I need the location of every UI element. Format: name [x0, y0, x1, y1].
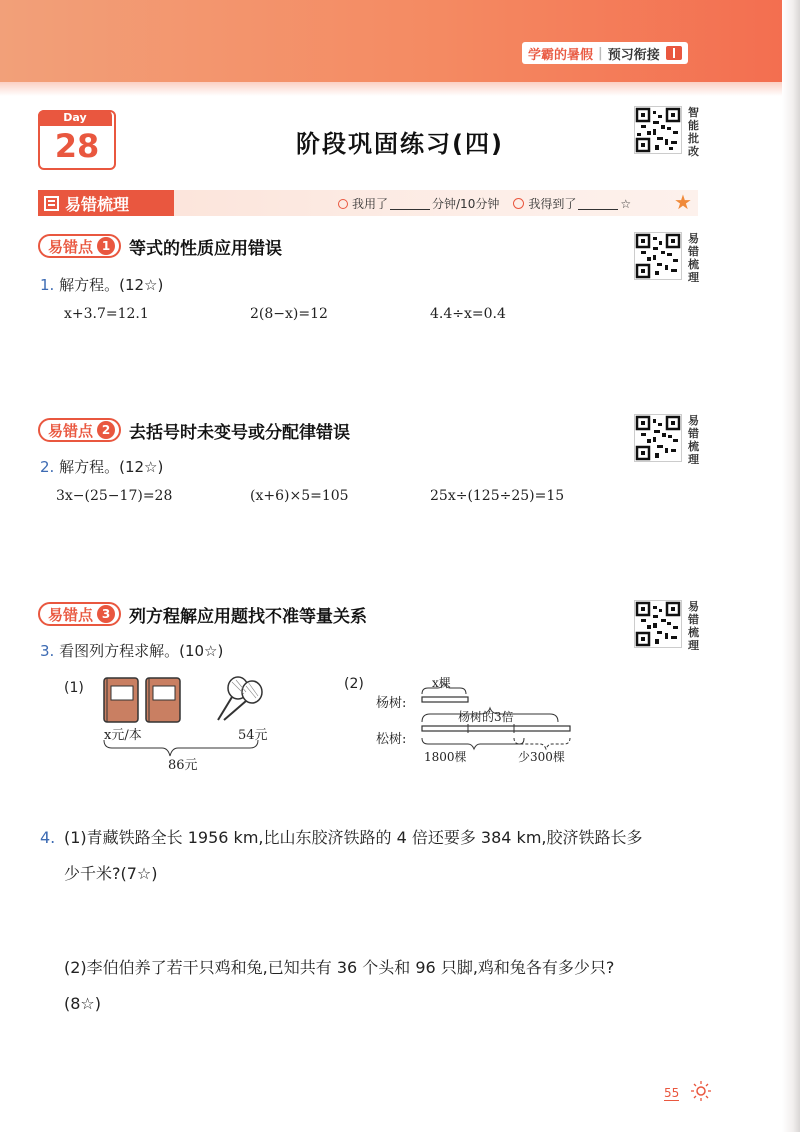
racket-icon [218, 677, 262, 720]
error-point-1 [38, 234, 282, 258]
equation: 3x−(25−17)=28 [56, 488, 173, 504]
question-1 [40, 274, 163, 295]
time-score-tracker [338, 195, 631, 212]
series-name: 学霸的暑假 [528, 47, 594, 63]
time-used-prefix: 我用了 [352, 197, 389, 211]
qr-code-icon[interactable] [634, 414, 682, 462]
qr-label-review: 易 错 梳 理 [688, 414, 699, 466]
series-sub: 预习衔接 [607, 47, 660, 63]
equation: 4.4÷x=0.4 [430, 306, 506, 322]
error-point-tag-label: 易错点 [48, 421, 94, 440]
question-4-part1 [40, 820, 730, 892]
qr-code-icon[interactable] [634, 106, 682, 154]
score-blank[interactable] [578, 197, 618, 210]
error-point-tag [38, 234, 121, 258]
question-3 [40, 640, 223, 661]
error-point-3 [38, 602, 367, 626]
day-number: 28 [54, 127, 100, 165]
question-number: 1. [40, 276, 55, 294]
question-text: 少千米?(7☆) [64, 864, 158, 883]
equation: (x+6)×5=105 [250, 488, 349, 504]
q3-part2-label: (2) [344, 676, 364, 692]
star-icon: ★ [674, 190, 692, 214]
day-label: Day [38, 110, 112, 126]
error-point-tag [38, 418, 121, 442]
book-icon [666, 46, 682, 60]
question-2 [40, 456, 163, 477]
header-band [0, 0, 800, 82]
racket-price-label: 54元 [238, 728, 268, 743]
error-point-2 [38, 418, 350, 442]
section-heading [38, 190, 174, 216]
question-number: 4. [40, 828, 56, 847]
qr-label-review: 易 错 梳 理 [688, 232, 699, 284]
pine-label: 松树: [376, 732, 407, 747]
question-text: 解方程。(12☆) [59, 458, 164, 476]
check-icon [513, 198, 524, 209]
error-point-tag-label: 易错点 [48, 605, 94, 624]
clock-icon [338, 199, 348, 209]
qr-label-smart-grading: 智 能 批 改 [688, 106, 699, 158]
time-used-blank[interactable] [390, 197, 430, 210]
poplar-label: 杨树: [376, 696, 407, 711]
error-point-number: 2 [97, 421, 115, 439]
question-text: 解方程。(12☆) [59, 276, 164, 294]
question-text: 看图列方程求解。(10☆) [59, 642, 224, 660]
page-number: 55 [664, 1086, 680, 1100]
time-used-suffix: 分钟/10分钟 [432, 197, 500, 211]
error-point-number: 3 [97, 605, 115, 623]
question-4-part2 [50, 950, 730, 1022]
page-title: 阶段巩固练习(四) [296, 130, 504, 158]
less-300-label: 少300棵 [518, 750, 565, 764]
sun-icon [690, 1080, 712, 1102]
qr-label-review: 易 错 梳 理 [688, 600, 699, 652]
qr-code-icon[interactable] [634, 600, 682, 648]
page-edge [782, 0, 800, 1132]
question-text: (1)青藏铁路全长 1956 km,比山东胶济铁路的 4 倍还要多 384 km,胶济铁路长多 [64, 828, 643, 847]
book-price-label: x元/本 [104, 728, 142, 743]
q3-part1-label: (1) [64, 680, 84, 696]
series-separator: | [598, 45, 603, 61]
question-text: (8☆) [64, 994, 102, 1013]
score-suffix: ☆ [620, 196, 632, 211]
question-text: (2)李伯伯养了若干只鸡和兔,已知共有 36 个头和 96 只脚,鸡和兔各有多少只? [64, 958, 615, 977]
error-point-tag [38, 602, 121, 626]
question-number: 2. [40, 458, 55, 476]
section-bar [38, 190, 698, 216]
section-label: 易错梳理 [65, 194, 130, 214]
equation: x+3.7=12.1 [64, 306, 149, 322]
count-1800-label: 1800棵 [424, 750, 467, 764]
error-point-number: 1 [97, 237, 115, 255]
equation: 25x÷(125÷25)=15 [430, 488, 565, 504]
list-icon [44, 196, 59, 211]
three-times-label: 杨树的3倍 [458, 710, 514, 724]
tree-bar-diagram [414, 682, 584, 752]
score-prefix: 我得到了 [528, 197, 577, 211]
series-tag [522, 42, 688, 64]
notebook-icon [104, 678, 138, 722]
error-point-title: 列方程解应用题找不准等量关系 [129, 606, 368, 627]
notebook-icon [146, 678, 180, 722]
error-point-tag-label: 易错点 [48, 237, 94, 256]
error-point-title: 等式的性质应用错误 [129, 238, 283, 259]
total-price-label: 86元 [168, 758, 198, 773]
question-number: 3. [40, 642, 55, 660]
poplar-x-label: x棵 [432, 676, 451, 690]
error-point-title: 去括号时未变号或分配律错误 [129, 422, 351, 443]
equation: 2(8−x)=12 [250, 306, 328, 322]
qr-code-icon[interactable] [634, 232, 682, 280]
